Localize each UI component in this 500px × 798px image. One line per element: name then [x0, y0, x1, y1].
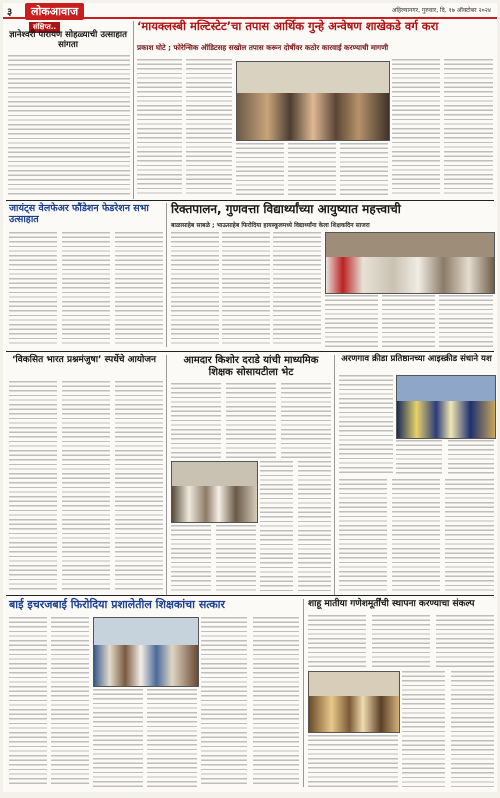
felicitation-photo — [93, 617, 199, 687]
shahu-photo — [308, 671, 400, 733]
brief-body — [8, 55, 130, 195]
mla-headline: आमदार किशोर दराडे यांची माध्यमिक शिक्षक सोसायटीला भेट — [183, 355, 319, 378]
foundation-body — [9, 232, 163, 347]
masthead — [3, 3, 497, 19]
vacancies-body2 — [325, 295, 493, 347]
mla-photo — [171, 461, 258, 523]
sports-body1 — [339, 375, 393, 475]
shahu-body3 — [308, 735, 398, 787]
mla-body3 — [171, 525, 256, 591]
sports-photo — [396, 375, 496, 439]
mla-body1 — [171, 383, 331, 458]
sports-headline: अरणगाव क्रीडा प्रतिष्ठानच्या आइस्क्रीड संधाने यश — [341, 354, 492, 364]
lead-subhead: प्रकाश घोटे ; फोरेन्सिक ऑडिटसह सखोल तपास करून दोषींवर कठोर कारवाई करण्याची मागणी — [137, 43, 389, 52]
brief-band: संक्षिप्त.. — [29, 22, 60, 33]
lead-body-col2 — [236, 143, 388, 197]
newspaper-page — [3, 3, 497, 792]
shahu-headline: शाहू मातीया गणेशमूर्तींची स्थापना करण्याचा संकल्प — [308, 599, 475, 609]
sports-body2 — [396, 440, 494, 475]
lead-body-col3 — [392, 59, 493, 197]
vacancies-headline: रिक्तपालन, गुणवत्ता विद्यार्थ्यांच्या आयुष्यात महत्त्वाची — [171, 202, 401, 216]
brief-title: ज्ञानेश्वरी पारायण सोहळ्याची उत्साहात सांगता — [9, 30, 127, 50]
lead-photo — [236, 61, 390, 141]
felicitation-body1 — [9, 617, 89, 787]
foundation-headline: जायंट्स वेलफेअर फौंडेशन फेडरेशन सभा उत्साहात — [9, 203, 149, 225]
vacancies-byline: बाळासाहेब साबळे ; भाऊसाहेब फिरोदिया हायस्कूलमध्ये विद्यार्थ्यांना केला शिक्षकदिन साजरा — [171, 222, 370, 229]
quiz-body — [9, 381, 163, 591]
vacancies-photo — [325, 232, 495, 294]
quiz-headline: ‘विकसित भारत प्रश्नमंजुषा’ स्पर्धेचे आयोजन — [12, 355, 156, 365]
lead-headline: ‘मायक्लस्बी मल्टिस्टेट’चा तपास आर्थिक गुन्हे अन्वेषण शाखेकडे वर्ग करा — [137, 19, 439, 33]
mla-body2 — [260, 461, 331, 591]
dateline: अहिल्यानगर, गुरुवार, दि. १७ ऑक्टोबर २०२४ — [391, 7, 491, 14]
felicitation-body2 — [93, 689, 197, 787]
vacancies-body1 — [171, 232, 321, 347]
felicitation-headline: बाई इचरजबाई फिरोदिया प्रशालेतील शिक्षकांचा सत्कार — [9, 598, 226, 611]
lead-body-col1 — [137, 59, 232, 197]
sports-body3 — [339, 479, 494, 591]
newspaper-logo: लोकआवाज — [25, 3, 84, 20]
shahu-body2 — [402, 671, 494, 787]
felicitation-body3 — [201, 617, 299, 787]
shahu-body1 — [308, 615, 494, 667]
page-number: ३ — [7, 7, 13, 18]
